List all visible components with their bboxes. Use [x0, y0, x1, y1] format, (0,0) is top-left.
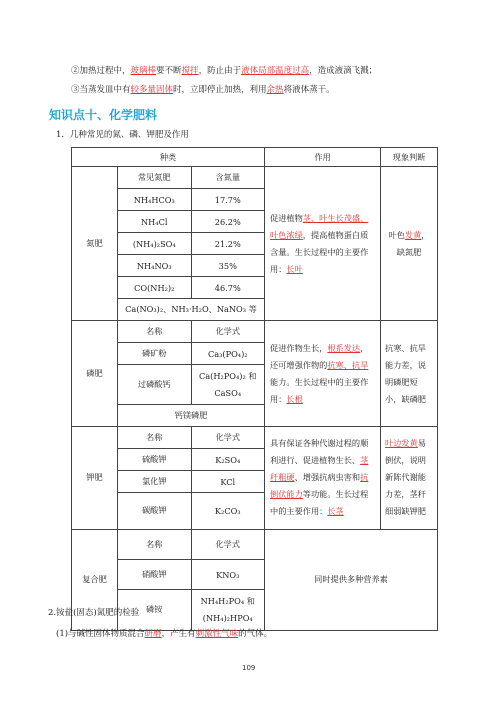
potassium-effect [265, 427, 381, 530]
text: 等功能。生长过程中的主要作用： [270, 489, 369, 517]
fertilizer-name: 硝酸钾 [118, 560, 191, 590]
top-line-1 [71, 64, 377, 76]
blank-answer: 叶边发黄 [385, 438, 418, 449]
fertilizer-table [71, 147, 438, 631]
blank-answer: 玻璃棒 [130, 66, 157, 76]
blank-answer: 根系发达 [327, 342, 361, 353]
nitrogen-content: 46.7% [191, 277, 264, 299]
nitrogen-content: 17.7% [191, 189, 264, 211]
fertilizer-name: NH₄Cl [118, 211, 191, 233]
text: 叶色 [388, 229, 405, 240]
text: ②加热过程中， [71, 66, 131, 76]
fertilizer-name: (NH₄)₂SO₄ [118, 233, 191, 255]
text: ，还可增强作物的 [270, 342, 369, 370]
potassium-subtable-cell [118, 427, 265, 530]
header-phenomenon: 现象判断 [381, 148, 438, 167]
text: 时，立即停止加热，利用 [173, 85, 267, 95]
fertilizer-name: 碳酸钾 [118, 493, 191, 529]
chemical-formula: NH₄H₂PO₄ 和 (NH₄)₂HPO₄ [191, 590, 264, 630]
phosphorus-effect [265, 321, 381, 427]
blank-answer: 茎秆粗硬 [270, 455, 369, 483]
blank-answer: 搅拌 [181, 66, 199, 76]
chemical-formula: KNO₃ [191, 560, 264, 590]
text: ，防止由于 [198, 66, 242, 76]
chemical-formula: K₂SO₄ [191, 449, 264, 471]
blank-answer: 余热 [266, 85, 284, 95]
category-compound: 复合肥 [72, 529, 118, 630]
chemical-formula: KCl [191, 471, 264, 493]
potassium-subtable [118, 427, 264, 529]
fertilizer-name: 磷铵 [118, 590, 191, 630]
category-phosphorus: 磷肥 [72, 321, 118, 427]
chemical-formula: Ca₃(PO₄)₂ [191, 343, 264, 365]
text: 的气体。 [238, 629, 273, 639]
fertilizer-name: 磷矿粉 [118, 343, 191, 365]
other-nitrogen: Ca(NO₃)₂、NH₃·H₂O、NaNO₃ 等 [118, 299, 264, 321]
compound-subtable-cell [118, 529, 265, 630]
fertilizer-name: 氯化钾 [118, 471, 191, 493]
blank-answer: 长根 [286, 393, 303, 404]
inner-header: 含氮量 [191, 167, 264, 189]
category-nitrogen: 氮肥 [72, 167, 118, 321]
fertilizer-name: NH₄NO₃ [118, 255, 191, 277]
inner-header: 名称 [118, 427, 191, 449]
text: ，提高植物蛋白质含量。生长过程中的主要作用： [270, 229, 369, 274]
text: 具有保证各种代谢过程的顺利进行、促进植物生长、 [270, 438, 369, 466]
nitrogen-content: 35% [191, 255, 264, 277]
compound-effect: 同时提供多种营养素 [265, 529, 438, 630]
section-heading: 知识点十、化学肥料 [49, 108, 158, 122]
blank-answer: 刺激性气味 [195, 629, 239, 639]
inner-header: 化学式 [191, 530, 264, 560]
text: 易倒伏，说明新陈代谢能力差，茎秆细弱缺钾肥 [385, 438, 426, 517]
phosphorus-subtable [118, 321, 264, 426]
inner-header: 名称 [118, 321, 191, 343]
inner-header: 化学式 [191, 321, 264, 343]
text: 将液体蒸干。 [283, 85, 335, 95]
text: ③当蒸发皿中有 [71, 85, 131, 95]
fertilizer-name: NH₄HCO₃ [118, 189, 191, 211]
blank-answer: 研磨 [144, 629, 162, 639]
blank-answer: 抗倒伏能力 [270, 472, 369, 500]
nitrogen-subtable-cell [118, 167, 265, 321]
compound-subtable [118, 530, 264, 630]
blank-answer: 长茎 [327, 506, 344, 517]
fertilizer-name: 过磷酸钙 [118, 365, 191, 405]
blank-answer: 发黄 [404, 229, 422, 240]
potassium-phenomenon [381, 427, 438, 530]
blank-answer: 长叶 [286, 263, 303, 274]
section-2-line-1 [56, 627, 272, 639]
header-type: 种类 [72, 148, 265, 167]
text: 、增强抗病虫害和 [294, 472, 361, 483]
blank-answer: 抗寒、抗旱 [327, 359, 369, 370]
inner-header: 常见氮肥 [118, 167, 191, 189]
phosphorus-phenomenon: 抗寒、抗旱能力差，说明磷肥短小，缺磷肥 [381, 321, 438, 427]
fertilizer-name: 钙镁磷肥 [118, 405, 264, 427]
page-number: 109 [242, 664, 256, 672]
chemical-formula: K₂CO₃ [191, 493, 264, 529]
text: 要不断 [156, 66, 182, 76]
text: 促进植物 [270, 212, 303, 223]
chemical-formula: Ca(H₂PO₄)₂ 和 CaSO₄ [191, 365, 264, 405]
blank-answer: 茎、叶生长茂盛、叶色浓绿 [270, 212, 369, 240]
fertilizer-name: 硫酸钾 [118, 449, 191, 471]
top-line-2 [71, 83, 335, 95]
nitrogen-phenomenon [381, 167, 438, 321]
nitrogen-effect [265, 167, 381, 321]
text: 促进作物生长， [270, 342, 328, 353]
text: ，缺氮肥 [396, 229, 430, 257]
nitrogen-content: 26.2% [191, 211, 264, 233]
section-1-title: 1．几种常见的氮、磷、钾肥及作用 [56, 130, 189, 140]
inner-header: 名称 [118, 530, 191, 560]
blank-answer: 液体局部温度过高 [241, 66, 310, 76]
nitrogen-content: 21.2% [191, 233, 264, 255]
blank-answer: 较多量固体 [130, 85, 174, 95]
text: ，产生有 [161, 629, 196, 639]
category-potassium: 钾肥 [72, 427, 118, 530]
header-effect: 作用 [265, 148, 381, 167]
text: ，造成液滴飞溅； [309, 66, 378, 76]
section-2-title: 2.铵盐(固态)氮肥的检验 [48, 608, 140, 618]
inner-header: 化学式 [191, 427, 264, 449]
text: 能力。生长过程中的主要作用： [270, 376, 369, 404]
fertilizer-name: CO(NH₂)₂ [118, 277, 191, 299]
nitrogen-subtable [118, 167, 264, 320]
text: (1)与碱性固体物质混合 [56, 629, 145, 639]
phosphorus-subtable-cell [118, 321, 265, 427]
